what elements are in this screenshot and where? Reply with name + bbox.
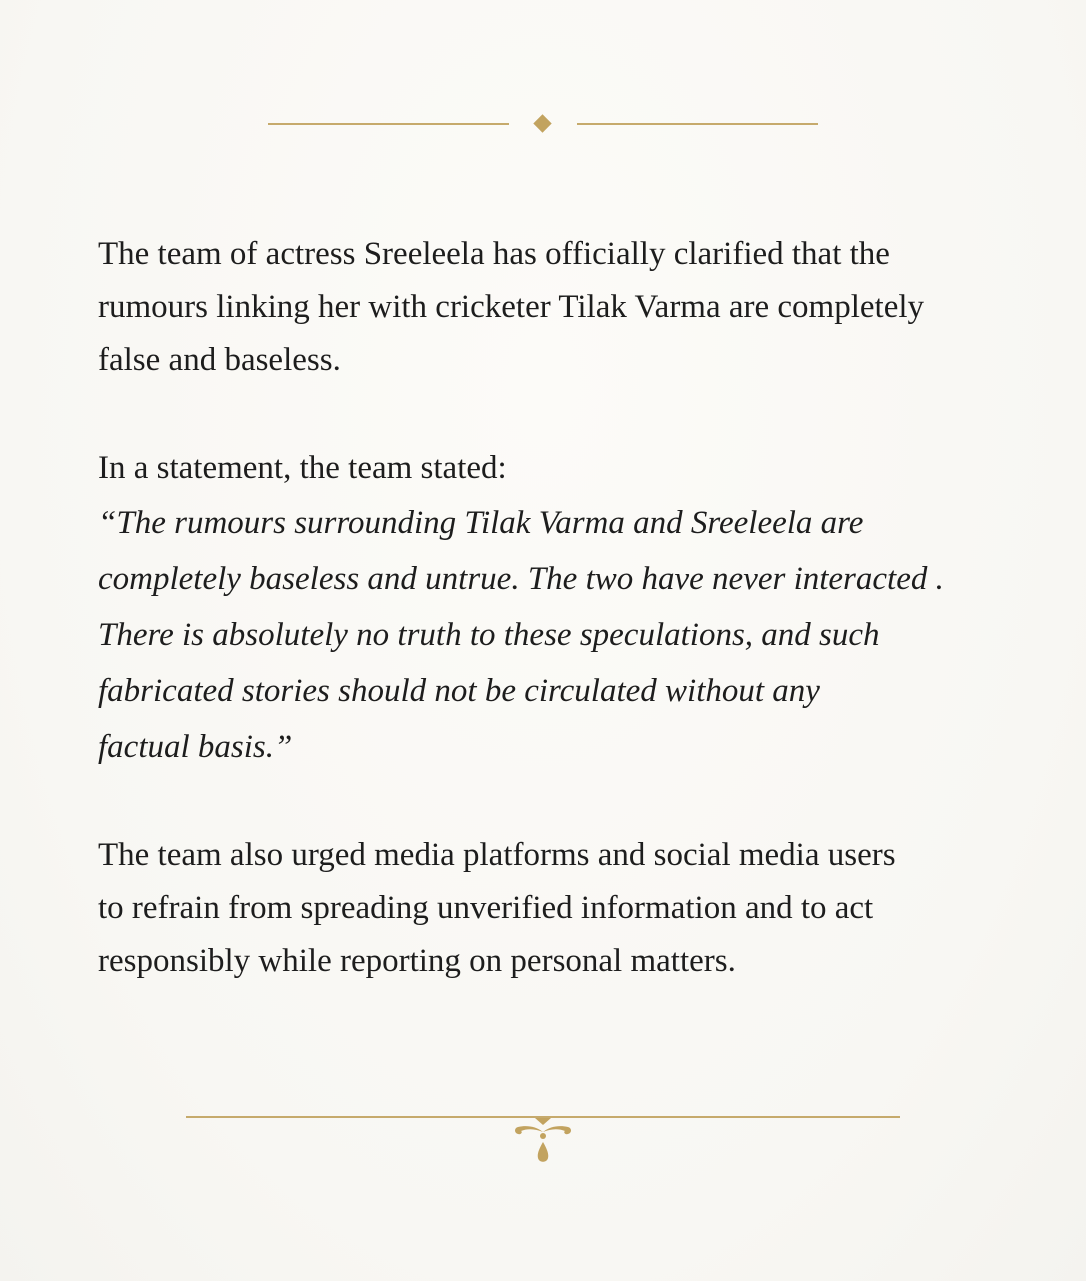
paragraph-clarification: The team of actress Sreeleela has officially clarified that the rumours linking her with cricketer Tilak Varma are completely false and baseless. — [98, 236, 925, 378]
top-divider-ornament — [268, 114, 818, 134]
divider-line-left — [268, 123, 509, 125]
article-body — [98, 228, 998, 988]
diamond-icon — [533, 114, 551, 132]
paragraph-appeal: The team also urged media platforms and social media users to refrain from spreading unverified information and to act responsibly while reporting on personal matters. — [98, 837, 896, 979]
bottom-divider-ornament — [186, 1108, 900, 1172]
statement-quote: “The rumours surrounding Tilak Varma and Sreeleela are completely baseless and untrue. The two have never interacted . There is absolutely no truth to these speculations, and such fabricated stories should not be circulated without any factual basis.” — [98, 505, 944, 765]
fleuron-icon — [508, 1116, 578, 1172]
divider-line-right — [577, 123, 818, 125]
paragraph-statement-intro: In a statement, the team stated: — [98, 450, 507, 486]
